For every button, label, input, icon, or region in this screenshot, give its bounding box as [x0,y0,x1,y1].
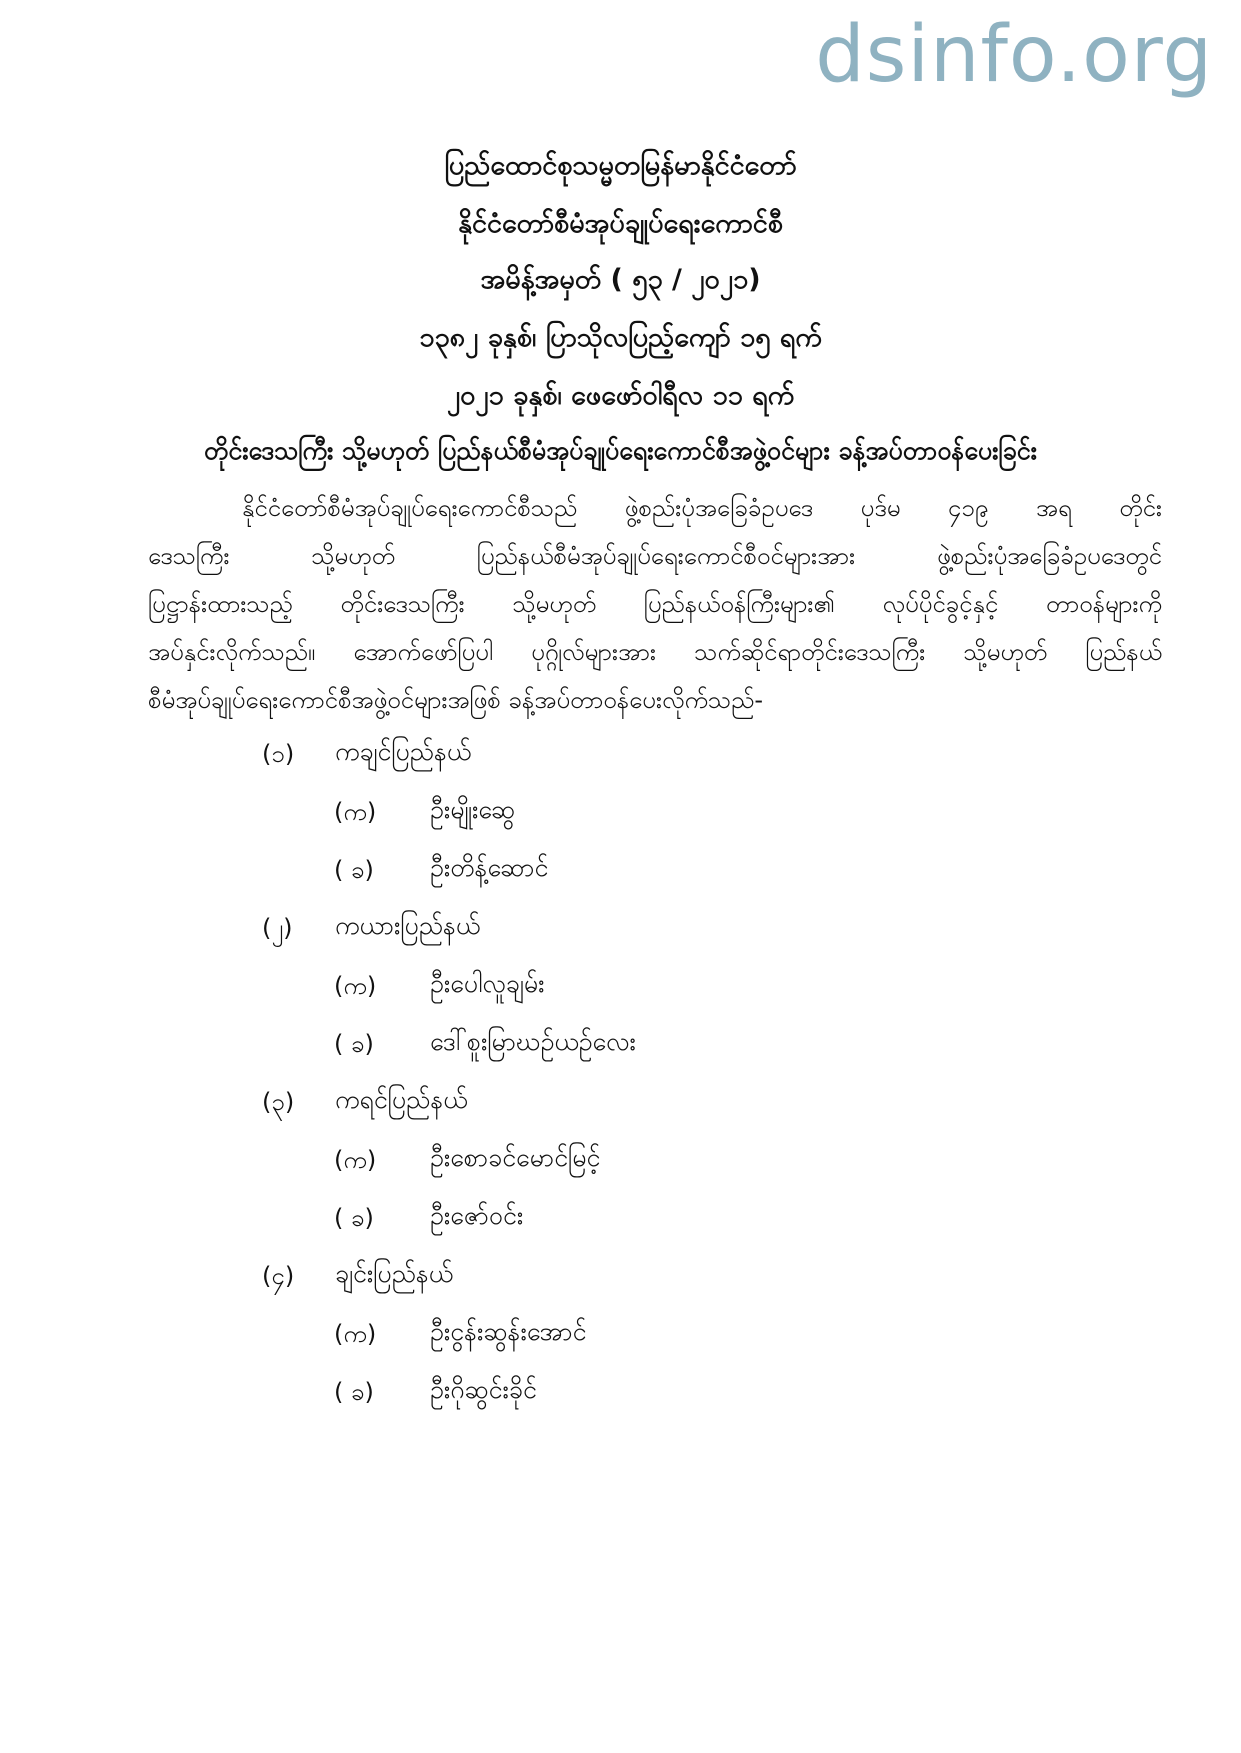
member-marker: (က) [334,1146,377,1174]
state-name: ကချင်ပြည်နယ် [335,737,472,766]
gregorian-date: ၂၀၂၁ ခုနှစ်၊ ဖေဖော်ဝါရီလ ၁၁ ရက် [446,380,795,411]
order-subject: တိုင်းဒေသကြီး သို့မဟုတ် ပြည်နယ်စီမံအုပ်ချုပ်ရေးကောင်စီအဖွဲ့ဝင်များ ခန့်အပ်တာဝန်ပေးခြင်း [204,436,1037,465]
member-name: ဦးဂိုဆွင်းခိုင် [430,1375,537,1404]
state-name: ကရင်ပြည်နယ် [335,1085,468,1114]
member-name: ဦးမျိုးဆွေ [430,795,516,824]
member-name: ဦးစောခင်မောင်မြင့် [430,1143,601,1172]
paragraph-line: အပ်နှင်းလိုက်သည်။ အောက်ဖော်ပြပါ ပုဂ္ဂိုလ်များအား သက်ဆိုင်ရာတိုင်းဒေသကြီး သို့မဟုတ် ပြည်နယ် [148,638,1162,666]
paragraph-line: ပြဋ္ဌာန်းထားသည့် တိုင်းဒေသကြီး သို့မဟုတ် ပြည်နယ်ဝန်ကြီးများ၏ လုပ်ပိုင်ခွင့်နှင့် တာဝန်များကို [148,590,1162,618]
member-marker: ( ခ) [334,856,374,884]
member-marker: ( ခ) [334,1030,374,1058]
watermark: dsinfo.org [815,10,1213,100]
state-name: ချင်းပြည်နယ် [335,1259,454,1288]
member-name: ဦးပေါလူချမ်း [430,969,545,998]
state-number: (၁) [262,740,295,768]
paragraph-line: ဒေသကြီး သို့မဟုတ် ပြည်နယ်စီမံအုပ်ချုပ်ရေးကောင်စီဝင်များအား ဖွဲ့စည်းပုံအခြေခံဥပဒေတွင် [148,542,1162,570]
myanmar-date: ၁၃၈၂ ခုနှစ်၊ ပြာသိုလပြည့်ကျော် ၁၅ ရက် [419,322,822,353]
member-name: ဦးတိန့်ဆောင် [430,853,549,882]
state-number: (၂) [262,914,293,942]
council-title: နိုင်ငံတော်စီမံအုပ်ချုပ်ရေးကောင်စီ [458,208,783,239]
member-name: ဦးဇော်ဝင်း [430,1201,524,1230]
member-marker: (က) [334,1320,377,1348]
member-name: ဒေါ်စူးမြာဃဉ်ယဉ်လေး [430,1027,636,1056]
state-number: (၄) [262,1262,295,1290]
member-marker: (က) [334,798,377,826]
member-marker: ( ခ) [334,1204,374,1232]
member-name: ဦးငွန်းဆွန်းအောင် [430,1317,587,1346]
state-name: ကယားပြည်နယ် [335,911,481,940]
member-marker: (က) [334,972,377,1000]
country-title: ပြည်ထောင်စုသမ္မတမြန်မာနိုင်ငံတော် [444,150,797,181]
paragraph-line: စီမံအုပ်ချုပ်ရေးကောင်စီအဖွဲ့ဝင်များအဖြစ် ခန့်အပ်တာဝန်ပေးလိုက်သည်- [148,686,763,714]
member-marker: ( ခ) [334,1378,374,1406]
state-number: (၃) [262,1088,295,1116]
paragraph-line: နိုင်ငံတော်စီမံအုပ်ချုပ်ရေးကောင်စီသည် ဖွဲ့စည်းပုံအခြေခံဥပဒေ ပုဒ်မ ၄၁၉ အရ တိုင်း [242,494,1162,522]
order-number: အမိန့်အမှတ် ( ၅၃ / ၂၀၂၁) [480,264,761,295]
